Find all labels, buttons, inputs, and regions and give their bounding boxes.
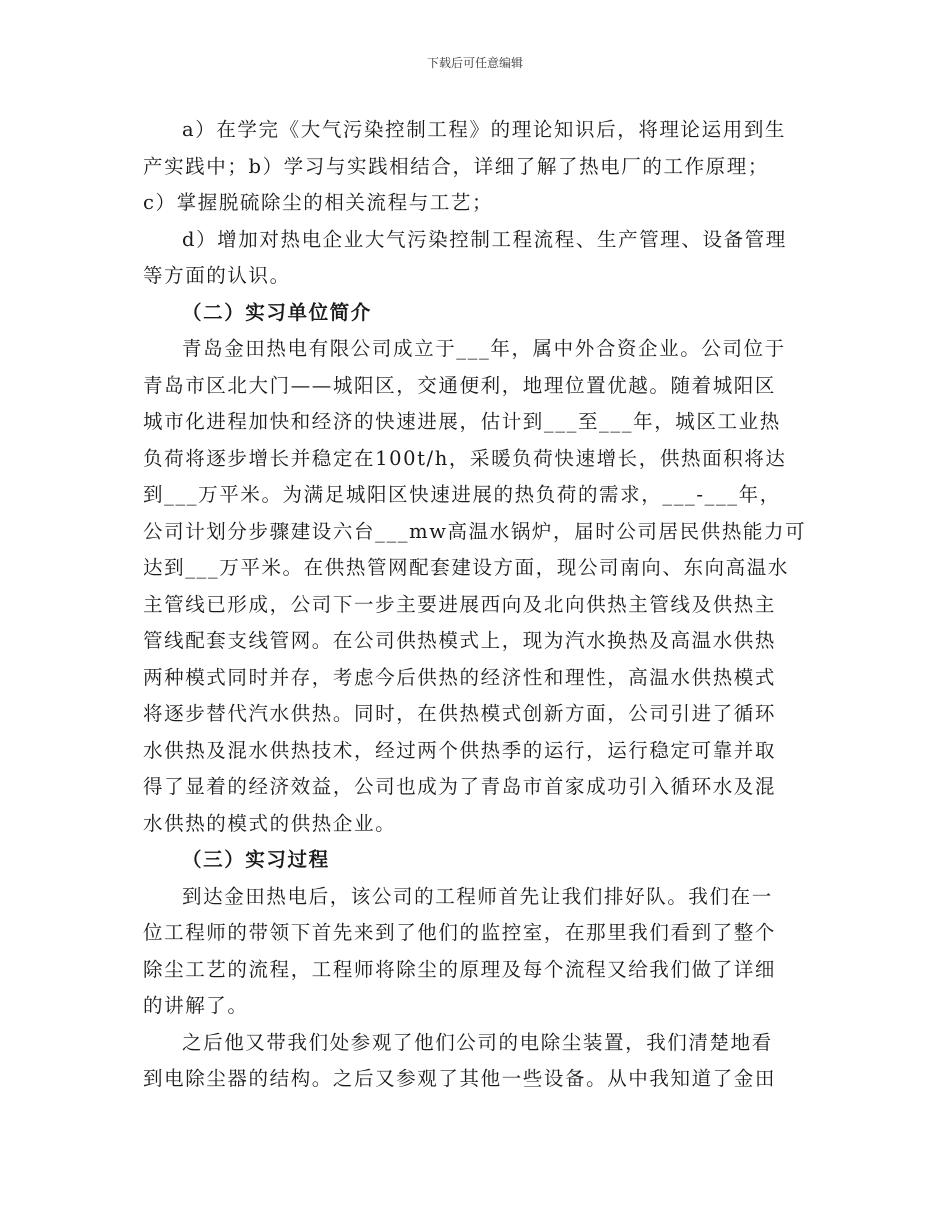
text-line: 的讲解了。: [143, 994, 249, 1017]
text-line: 主管线已形成，公司下一步主要进展西向及北向供热主管线及供热主: [143, 592, 777, 616]
text-line: 水供热的模式的供热企业。: [143, 811, 397, 835]
paragraph-equipment-visit: [143, 1025, 813, 1098]
text-line: c）掌握脱硫除尘的相关流程与工艺；: [143, 191, 494, 214]
section-heading-internship-process: [143, 842, 813, 879]
text-line: 负荷将逐步增长并稳定在100t/h，采暖负荷快速增长，供热面积将达: [143, 446, 787, 470]
document-body: [143, 112, 813, 1098]
text-line: 除尘工艺的流程，工程师将除尘的原理及每个流程又给我们做了详细: [143, 957, 777, 981]
text-line: 到电除尘器的结构。之后又参观了其他一些设备。从中我知道了金田: [143, 1067, 777, 1090]
text-line: 达到___万平米。在供热管网配套建设方面，现公司南向、东向高温水: [143, 556, 789, 579]
text-line: 青岛市区北大门——城阳区，交通便利，地理位置优越。随着城阳区: [143, 373, 777, 397]
text-line: 到___万平米。为满足城阳区快速进展的热负荷的需求，___-___年，: [143, 483, 781, 506]
text-line: 公司计划分步骤建设六台___mw高温水锅炉，届时公司居民供热能力可: [143, 519, 807, 543]
page-header: 下载后可任意编辑: [426, 56, 523, 70]
text-line: 到达金田热电后，该公司的工程师首先让我们排好队。我们在一: [182, 884, 773, 908]
text-line: 城市化进程加快和经济的快速进展，估计到___至___年，城区工业热: [143, 410, 781, 433]
text-line: 青岛金田热电有限公司成立于___年，属中外合资企业。公司位于: [182, 337, 786, 360]
text-line: 两种模式同时并存，考虑今后供热的经济性和理性，高温水供热模式: [143, 665, 777, 689]
heading-text: （三）实习过程: [182, 848, 330, 871]
text-line: 产实践中；b）学习与实践相结合，详细了解了热电厂的工作原理；: [143, 154, 769, 178]
text-line: 得了显着的经济效益，公司也成为了青岛市首家成功引入循环水及混: [143, 775, 777, 798]
text-line: d）增加对热电企业大气污染控制工程流程、生产管理、设备管理: [182, 227, 787, 251]
text-line: a）在学完《大气污染控制工程》的理论知识后，将理论运用到生: [182, 118, 787, 141]
paragraph-arrival: [143, 879, 813, 1025]
text-line: 位工程师的带领下首先来到了他们的监控室，在那里我们看到了整个: [143, 921, 777, 944]
heading-text: （二）实习单位简介: [182, 300, 372, 324]
text-line: 之后他又带我们处参观了他们公司的电除尘装置，我们清楚地看: [182, 1030, 773, 1054]
text-line: 等方面的认识。: [143, 264, 291, 287]
paragraph-objectives-a-c: [143, 112, 813, 222]
section-heading-company-intro: [143, 295, 813, 332]
text-line: 管线配套支线管网。在公司供热模式上，现为汽水换热及高温水供热: [143, 629, 777, 652]
text-line: 水供热及混水供热技术，经过两个供热季的运行，运行稳定可靠并取: [143, 738, 777, 762]
text-line: 将逐步替代汽水供热。同时，在供热模式创新方面，公司引进了循环: [143, 702, 777, 725]
paragraph-objective-d: [143, 222, 813, 295]
paragraph-company-intro: [143, 331, 813, 842]
